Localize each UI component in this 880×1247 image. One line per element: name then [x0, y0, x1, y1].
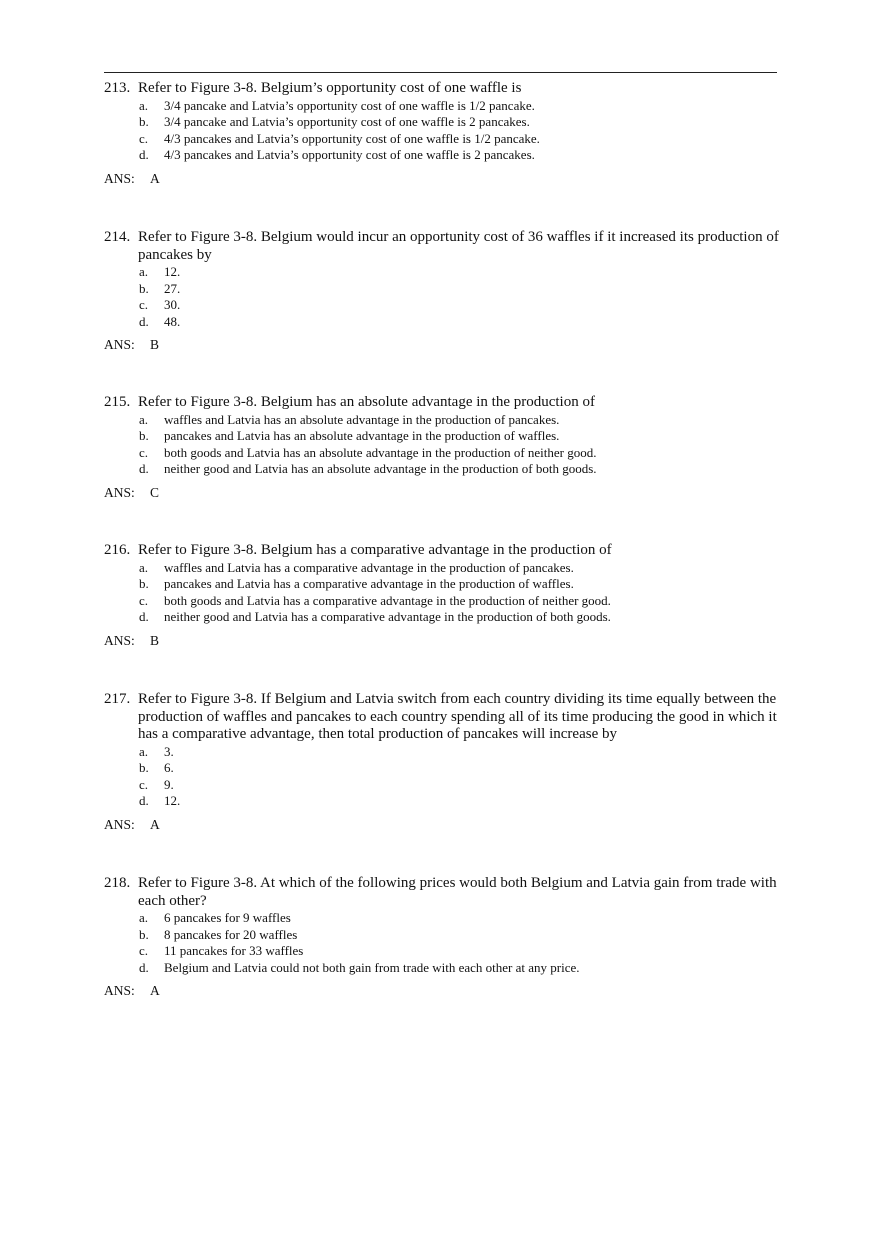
- option-d: [104, 461, 784, 478]
- option-text: 9.: [164, 776, 174, 792]
- option-c: [104, 593, 784, 610]
- question-stem: Refer to Figure 3-8. At which of the following prices would both Belgium and Latvia gain from trade with each other?: [138, 875, 777, 909]
- option-c: [104, 131, 784, 148]
- option-text: 12.: [164, 793, 181, 809]
- question-number: 214.: [104, 229, 131, 245]
- option-c: [104, 943, 784, 960]
- option-a: [104, 412, 784, 429]
- answer-value: A: [150, 170, 160, 186]
- option-text: waffles and Latvia has an absolute advantage in the production of pancakes.: [164, 411, 560, 427]
- option-a: [104, 560, 784, 577]
- question-number: 217.: [104, 691, 131, 707]
- question-stem: Refer to Figure 3-8. Belgium’s opportunity cost of one waffle is: [138, 80, 522, 96]
- question-stem: Refer to Figure 3-8. Belgium has a comparative advantage in the production of: [138, 542, 612, 558]
- answer-value: C: [150, 484, 160, 500]
- option-letter: a.: [139, 97, 149, 113]
- option-letter: a.: [139, 910, 149, 925]
- answer-line: [104, 170, 784, 187]
- option-letter: a.: [139, 264, 149, 279]
- answer-label: ANS:: [104, 816, 135, 832]
- answer-label: ANS:: [104, 337, 135, 353]
- question-number: 216.: [104, 542, 131, 558]
- option-a: [104, 744, 784, 761]
- option-letter: c.: [139, 444, 149, 460]
- option-list: [104, 264, 784, 330]
- option-letter: d.: [139, 959, 149, 975]
- option-text: 11 pancakes for 33 waffles: [164, 943, 304, 959]
- answer-value: A: [150, 983, 160, 999]
- answer-line: [104, 336, 784, 353]
- option-list: [104, 412, 784, 478]
- option-text: 6.: [164, 760, 174, 776]
- question-number: 218.: [104, 875, 131, 891]
- option-letter: c.: [139, 592, 149, 608]
- option-b: [104, 760, 784, 777]
- question-stem: Refer to Figure 3-8. If Belgium and Latvia switch from each country dividing its time equally between the production of waffles and pancakes to each country spending all of its time producing the good in which it has a comparative advantage, then total production of pancakes will increase by: [138, 691, 777, 742]
- option-letter: d.: [139, 147, 149, 163]
- option-text: 3/4 pancake and Latvia’s opportunity cost of one waffle is 2 pancakes.: [164, 114, 530, 130]
- answer-value: B: [150, 337, 160, 353]
- answer-line: [104, 632, 784, 649]
- question-217: [104, 691, 784, 833]
- option-text: both goods and Latvia has an absolute advantage in the production of neither good.: [164, 444, 597, 460]
- option-b: [104, 576, 784, 593]
- option-d: [104, 314, 784, 331]
- question-218: [104, 875, 784, 999]
- answer-label: ANS:: [104, 632, 135, 648]
- option-c: [104, 777, 784, 794]
- option-letter: b.: [139, 926, 149, 942]
- option-text: 8 pancakes for 20 waffles: [164, 926, 298, 942]
- option-letter: a.: [139, 411, 149, 427]
- option-letter: b.: [139, 428, 149, 444]
- option-letter: b.: [139, 760, 149, 776]
- option-text: 6 pancakes for 9 waffles: [164, 910, 291, 925]
- option-letter: c.: [139, 943, 149, 959]
- answer-value: B: [150, 632, 160, 648]
- option-text: waffles and Latvia has a comparative advantage in the production of pancakes.: [164, 559, 574, 575]
- option-b: [104, 927, 784, 944]
- option-letter: d.: [139, 313, 149, 329]
- answer-label: ANS:: [104, 983, 135, 999]
- option-b: [104, 114, 784, 131]
- option-text: Belgium and Latvia could not both gain from trade with each other at any price.: [164, 959, 580, 975]
- answer-label: ANS:: [104, 170, 135, 186]
- option-a: [104, 910, 784, 927]
- option-text: 4/3 pancakes and Latvia’s opportunity cost of one waffle is 2 pancakes.: [164, 147, 535, 163]
- option-text: 12.: [164, 264, 181, 279]
- option-c: [104, 445, 784, 462]
- option-letter: b.: [139, 576, 149, 592]
- option-text: 3.: [164, 743, 174, 759]
- answer-value: A: [150, 816, 160, 832]
- option-letter: c.: [139, 130, 149, 146]
- option-text: both goods and Latvia has a comparative advantage in the production of neither good.: [164, 592, 611, 608]
- option-d: [104, 960, 784, 977]
- option-letter: d.: [139, 461, 149, 477]
- option-letter: d.: [139, 609, 149, 625]
- option-b: [104, 281, 784, 298]
- option-a: [104, 264, 784, 281]
- option-letter: b.: [139, 114, 149, 130]
- option-letter: c.: [139, 776, 149, 792]
- option-d: [104, 147, 784, 164]
- option-letter: a.: [139, 559, 149, 575]
- option-text: 30.: [164, 297, 181, 313]
- option-text: neither good and Latvia has a comparative advantage in the production of both goods.: [164, 609, 611, 625]
- question-number: 213.: [104, 80, 131, 96]
- answer-line: [104, 982, 784, 999]
- option-text: 48.: [164, 313, 181, 329]
- top-divider: [104, 72, 777, 73]
- option-text: 4/3 pancakes and Latvia’s opportunity cost of one waffle is 1/2 pancake.: [164, 130, 540, 146]
- option-a: [104, 98, 784, 115]
- question-stem: Refer to Figure 3-8. Belgium would incur an opportunity cost of 36 waffles if it increased its production of pancakes by: [138, 229, 779, 263]
- answer-line: [104, 816, 784, 833]
- option-text: 27.: [164, 280, 181, 296]
- question-213: [104, 80, 784, 187]
- option-letter: d.: [139, 793, 149, 809]
- question-216: [104, 542, 784, 649]
- option-text: 3/4 pancake and Latvia’s opportunity cost of one waffle is 1/2 pancake.: [164, 97, 535, 113]
- answer-label: ANS:: [104, 484, 135, 500]
- option-list: [104, 744, 784, 810]
- answer-line: [104, 484, 784, 501]
- option-letter: a.: [139, 743, 149, 759]
- option-list: [104, 560, 784, 626]
- option-list: [104, 98, 784, 164]
- option-c: [104, 297, 784, 314]
- option-b: [104, 428, 784, 445]
- option-letter: c.: [139, 297, 149, 313]
- option-d: [104, 793, 784, 810]
- option-list: [104, 910, 784, 976]
- question-stem: Refer to Figure 3-8. Belgium has an absolute advantage in the production of: [138, 394, 595, 410]
- question-number: 215.: [104, 394, 131, 410]
- question-215: [104, 394, 784, 501]
- option-text: pancakes and Latvia has a comparative advantage in the production of waffles.: [164, 576, 574, 592]
- option-letter: b.: [139, 280, 149, 296]
- option-d: [104, 609, 784, 626]
- option-text: neither good and Latvia has an absolute advantage in the production of both goods.: [164, 461, 597, 477]
- question-214: [104, 229, 784, 353]
- option-text: pancakes and Latvia has an absolute advantage in the production of waffles.: [164, 428, 560, 444]
